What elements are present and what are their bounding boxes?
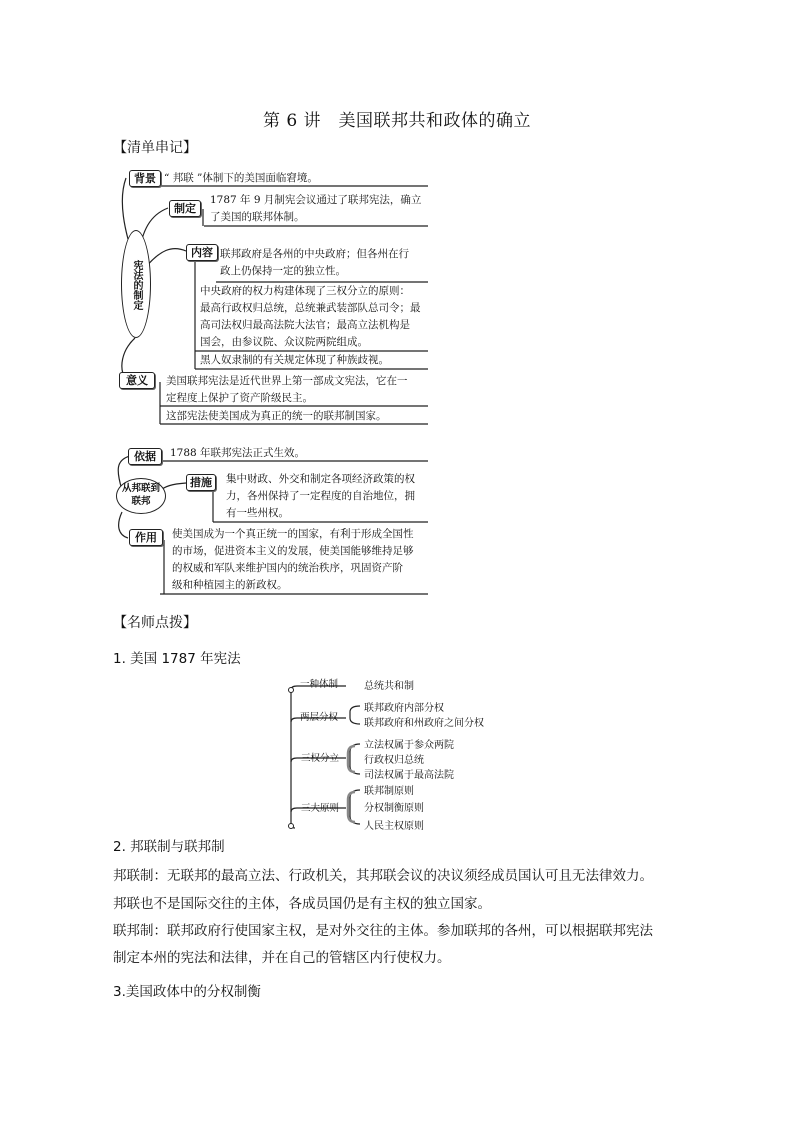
paragraph-federation-1: 联邦制：联邦政府行使国家主权，是对外交往的主体。参加联邦的各州，可以根据联邦宪法: [113, 923, 653, 939]
text-significance-2: 定程度上保护了资产阶级民主。: [166, 392, 313, 404]
paragraph-confederation-2: 邦联也不是国际交往的主体，各成员国仍是有主权的独立国家。: [113, 896, 491, 912]
center-label: 宪法的制定: [131, 260, 142, 310]
diagram-item-4-3: 人民主权原则: [364, 821, 424, 832]
heading-checks-and-balances: 3.美国政体中的分权制衡: [113, 984, 261, 1000]
diagram-item-4-2: 分权制衡原则: [364, 803, 424, 814]
label-formulation: 制定: [169, 200, 201, 217]
section-header-checklist: 【清单串记】: [113, 140, 197, 156]
text-background: “ 邦联 ”体制下的美国面临窘境。: [164, 172, 318, 184]
text-content-7: 黑人奴隶制的有关规定体现了种族歧视。: [200, 354, 389, 366]
label-measures: 措施: [186, 474, 216, 491]
mindmap-center-federation: [116, 478, 166, 514]
center-label-2: 从邦联到联邦: [121, 483, 160, 507]
diagram-branch-3: 三权分立: [301, 753, 340, 764]
text-measures-1: 集中财政、外交和制定各项经济政策的权: [226, 473, 415, 485]
text-formulation-1: 1787 年 9 月制宪会议通过了联邦宪法，确立: [210, 194, 422, 206]
text-measures-2: 力，各州保持了一定程度的自治地位，拥: [226, 490, 415, 502]
section-header-tips: 【名师点拨】: [113, 615, 197, 631]
diagram-item-2-1: 联邦政府内部分权: [364, 703, 444, 714]
page-title: 第 6 讲 美国联邦共和政体的确立: [262, 111, 532, 131]
diagram-item-3-2: 行政权归总统: [364, 755, 424, 766]
label-basis: 依据: [128, 448, 162, 465]
diagram-item-1-1: 总统共和制: [364, 681, 414, 692]
diagram-branch-1: 一种体制: [300, 679, 339, 690]
diagram-item-2-2: 联邦政府和州政府之间分权: [364, 718, 484, 729]
diagram-branch-4: 三大原则: [301, 803, 340, 814]
text-content-2: 政上仍保持一定的独立性。: [220, 265, 346, 277]
text-significance-1: 美国联邦宪法是近代世界上第一部成文宪法，它在一: [166, 375, 408, 387]
text-significance-3: 这部宪法使美国成为真正的统一的联邦制国家。: [166, 410, 387, 422]
label-background: 背景: [129, 170, 161, 187]
text-function-1: 使美国成为一个真正统一的国家，有利于形成全国性: [172, 528, 414, 540]
text-measures-3: 有一些州权。: [226, 507, 289, 519]
label-significance: 意义: [119, 372, 155, 389]
label-content: 内容: [186, 244, 218, 261]
text-content-6: 国会，由参议院、众议院两院组成。: [200, 336, 368, 348]
heading-confederation-vs-federation: 2. 邦联制与联邦制: [113, 839, 225, 855]
paragraph-confederation-1: 邦联制：无联邦的最高立法、行政机关，其邦联会议的决议须经成员国认可且无法律效力。: [113, 868, 653, 884]
label-function: 作用: [129, 529, 163, 546]
text-formulation-2: 了美国的联邦体制。: [210, 211, 305, 223]
diagram-item-4-1: 联邦制原则: [364, 786, 414, 797]
text-basis: 1788 年联邦宪法正式生效。: [170, 447, 306, 459]
diagram-branch-2: 两层分权: [300, 712, 339, 723]
text-content-4: 最高行政权归总统，总统兼武装部队总司令；最: [200, 302, 421, 314]
paragraph-federation-2: 制定本州的宪法和法律，并在自己的管辖区内行使权力。: [113, 950, 451, 966]
text-content-1: 联邦政府是各州的中央政府；但各州在行: [220, 248, 409, 260]
text-function-3: 的权威和军队来维护国内的统治秩序，巩固资产阶: [172, 562, 403, 574]
text-function-4: 级和种植园主的新政权。: [172, 579, 288, 591]
heading-constitution-1787: 1. 美国 1787 年宪法: [113, 651, 241, 667]
text-content-5: 高司法权归最高法院大法官；最高立法机构是: [200, 319, 410, 331]
text-content-3: 中央政府的权力构建体现了三权分立的原则：: [200, 285, 410, 297]
diagram-item-3-1: 立法权属于参众两院: [364, 740, 454, 751]
diagram-item-3-3: 司法权属于最高法院: [364, 770, 454, 781]
text-function-2: 的市场，促进资本主义的发展，使美国能够维持足够: [172, 545, 414, 557]
mindmap-center-constitution: [121, 230, 151, 338]
